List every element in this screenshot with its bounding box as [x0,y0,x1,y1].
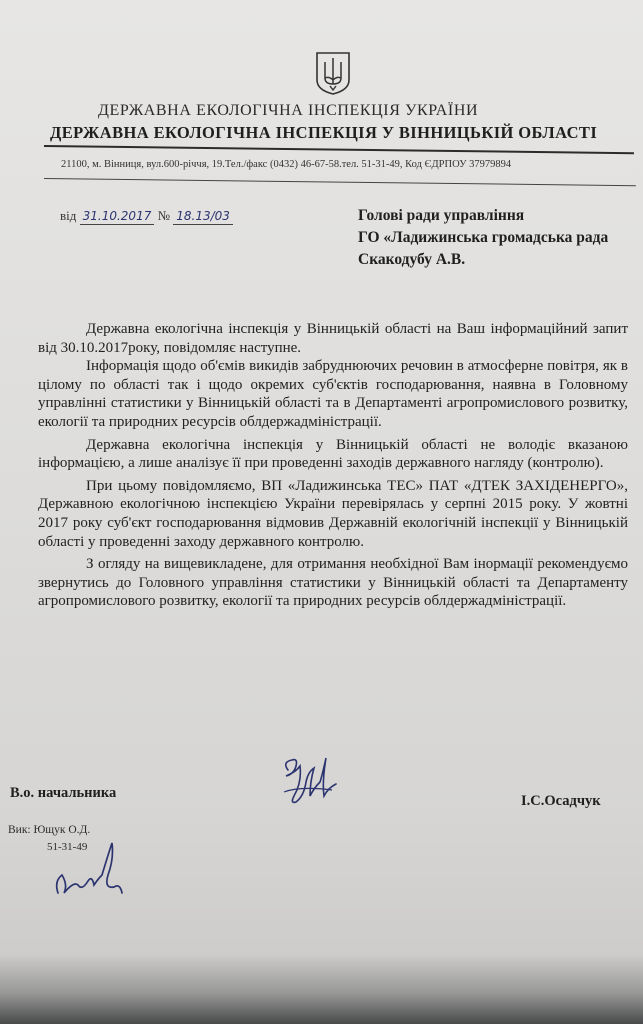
agency-header-regional: ДЕРЖАВНА ЕКОЛОГІЧНА ІНСПЕКЦІЯ У ВІННИЦЬКІЙ ОБЛАСТІ [50,123,598,142]
body-paragraph: Інформація щодо об'ємів викидів забруднюючих речовин в атмосферне повітря, як в цілому по області так і щодо окремих суб'єктів господарювання, наявна в Головному управлінні статистики у Вінницькій області та в Департаменті агропромислового розвитку, екології та природних ресурсів облдержадміністрації. [38,358,628,430]
signatory-position: В.о. начальника [10,785,117,801]
signatory-name: І.С.Осадчук [521,793,601,809]
registration-line [60,208,233,225]
body-paragraph: Державна екологічна інспекція у Вінницькій області на Ваш інформаційний запит від 30.10.2017року, повідомляє наступне. [38,321,628,356]
photo-shadow [0,954,643,1024]
agency-header-national: ДЕРЖАВНА ЕКОЛОГІЧНА ІНСПЕКЦІЯ УКРАЇНИ [98,102,479,119]
header-divider-bold [44,145,634,154]
body-paragraph: З огляду на вищевикладене, для отримання необхідної Вам інормації рекомендуємо звернутись до Головного управління статистики у Вінницькій області та Департаменту агропромислового розвитку, екології та природних ресурсів облдержадміністрації. [38,556,628,610]
registration-date: 31.10.2017 [82,209,152,223]
executor-name: Вик: Ющук О.Д. [8,824,91,836]
addressee-name: Скакодубу А.В. [358,251,466,268]
addressee-organization: ГО «Ладижинська громадська рада [358,229,609,246]
body-paragraph: При цьому повідомляємо, ВП «Ладижинська ТЕС» ПАТ «ДТЕК ЗАХІДЕНЕРГО», Державною екологічною інспекцією України перевірялась у серпні 2015 року. У жовтні 2017 року суб'єкт господарювання відмовив Державній екологічній інспекції у Вінницькій області у проведенні заходу державного контролю. [38,477,628,550]
handwritten-signature-icon [270,752,345,812]
registration-number: 18.13/03 [176,209,230,223]
agency-contact-line: 21100, м. Вінниця, вул.600-річчя, 19.Тел./факс (0432) 46-67-58.тел. 51-31-49, Код ЄДРПОУ 37979894 [61,159,512,170]
executor-signature-icon [48,835,138,905]
header-divider-thin [44,178,636,186]
letter-body [38,320,628,615]
registration-from-label: від [60,208,77,223]
addressee-block [358,205,643,271]
executor-phone: 51-31-49 [47,841,88,853]
trident-emblem-icon [314,50,352,96]
registration-number-label: № [157,208,170,223]
addressee-title: Голові ради управління [358,207,525,224]
body-paragraph: Державна екологічна інспекція у Вінницькій області не володіє вказаною інформацією, а лише аналізує її при проведенні заходів державного нагляду (контролю). [38,436,628,472]
